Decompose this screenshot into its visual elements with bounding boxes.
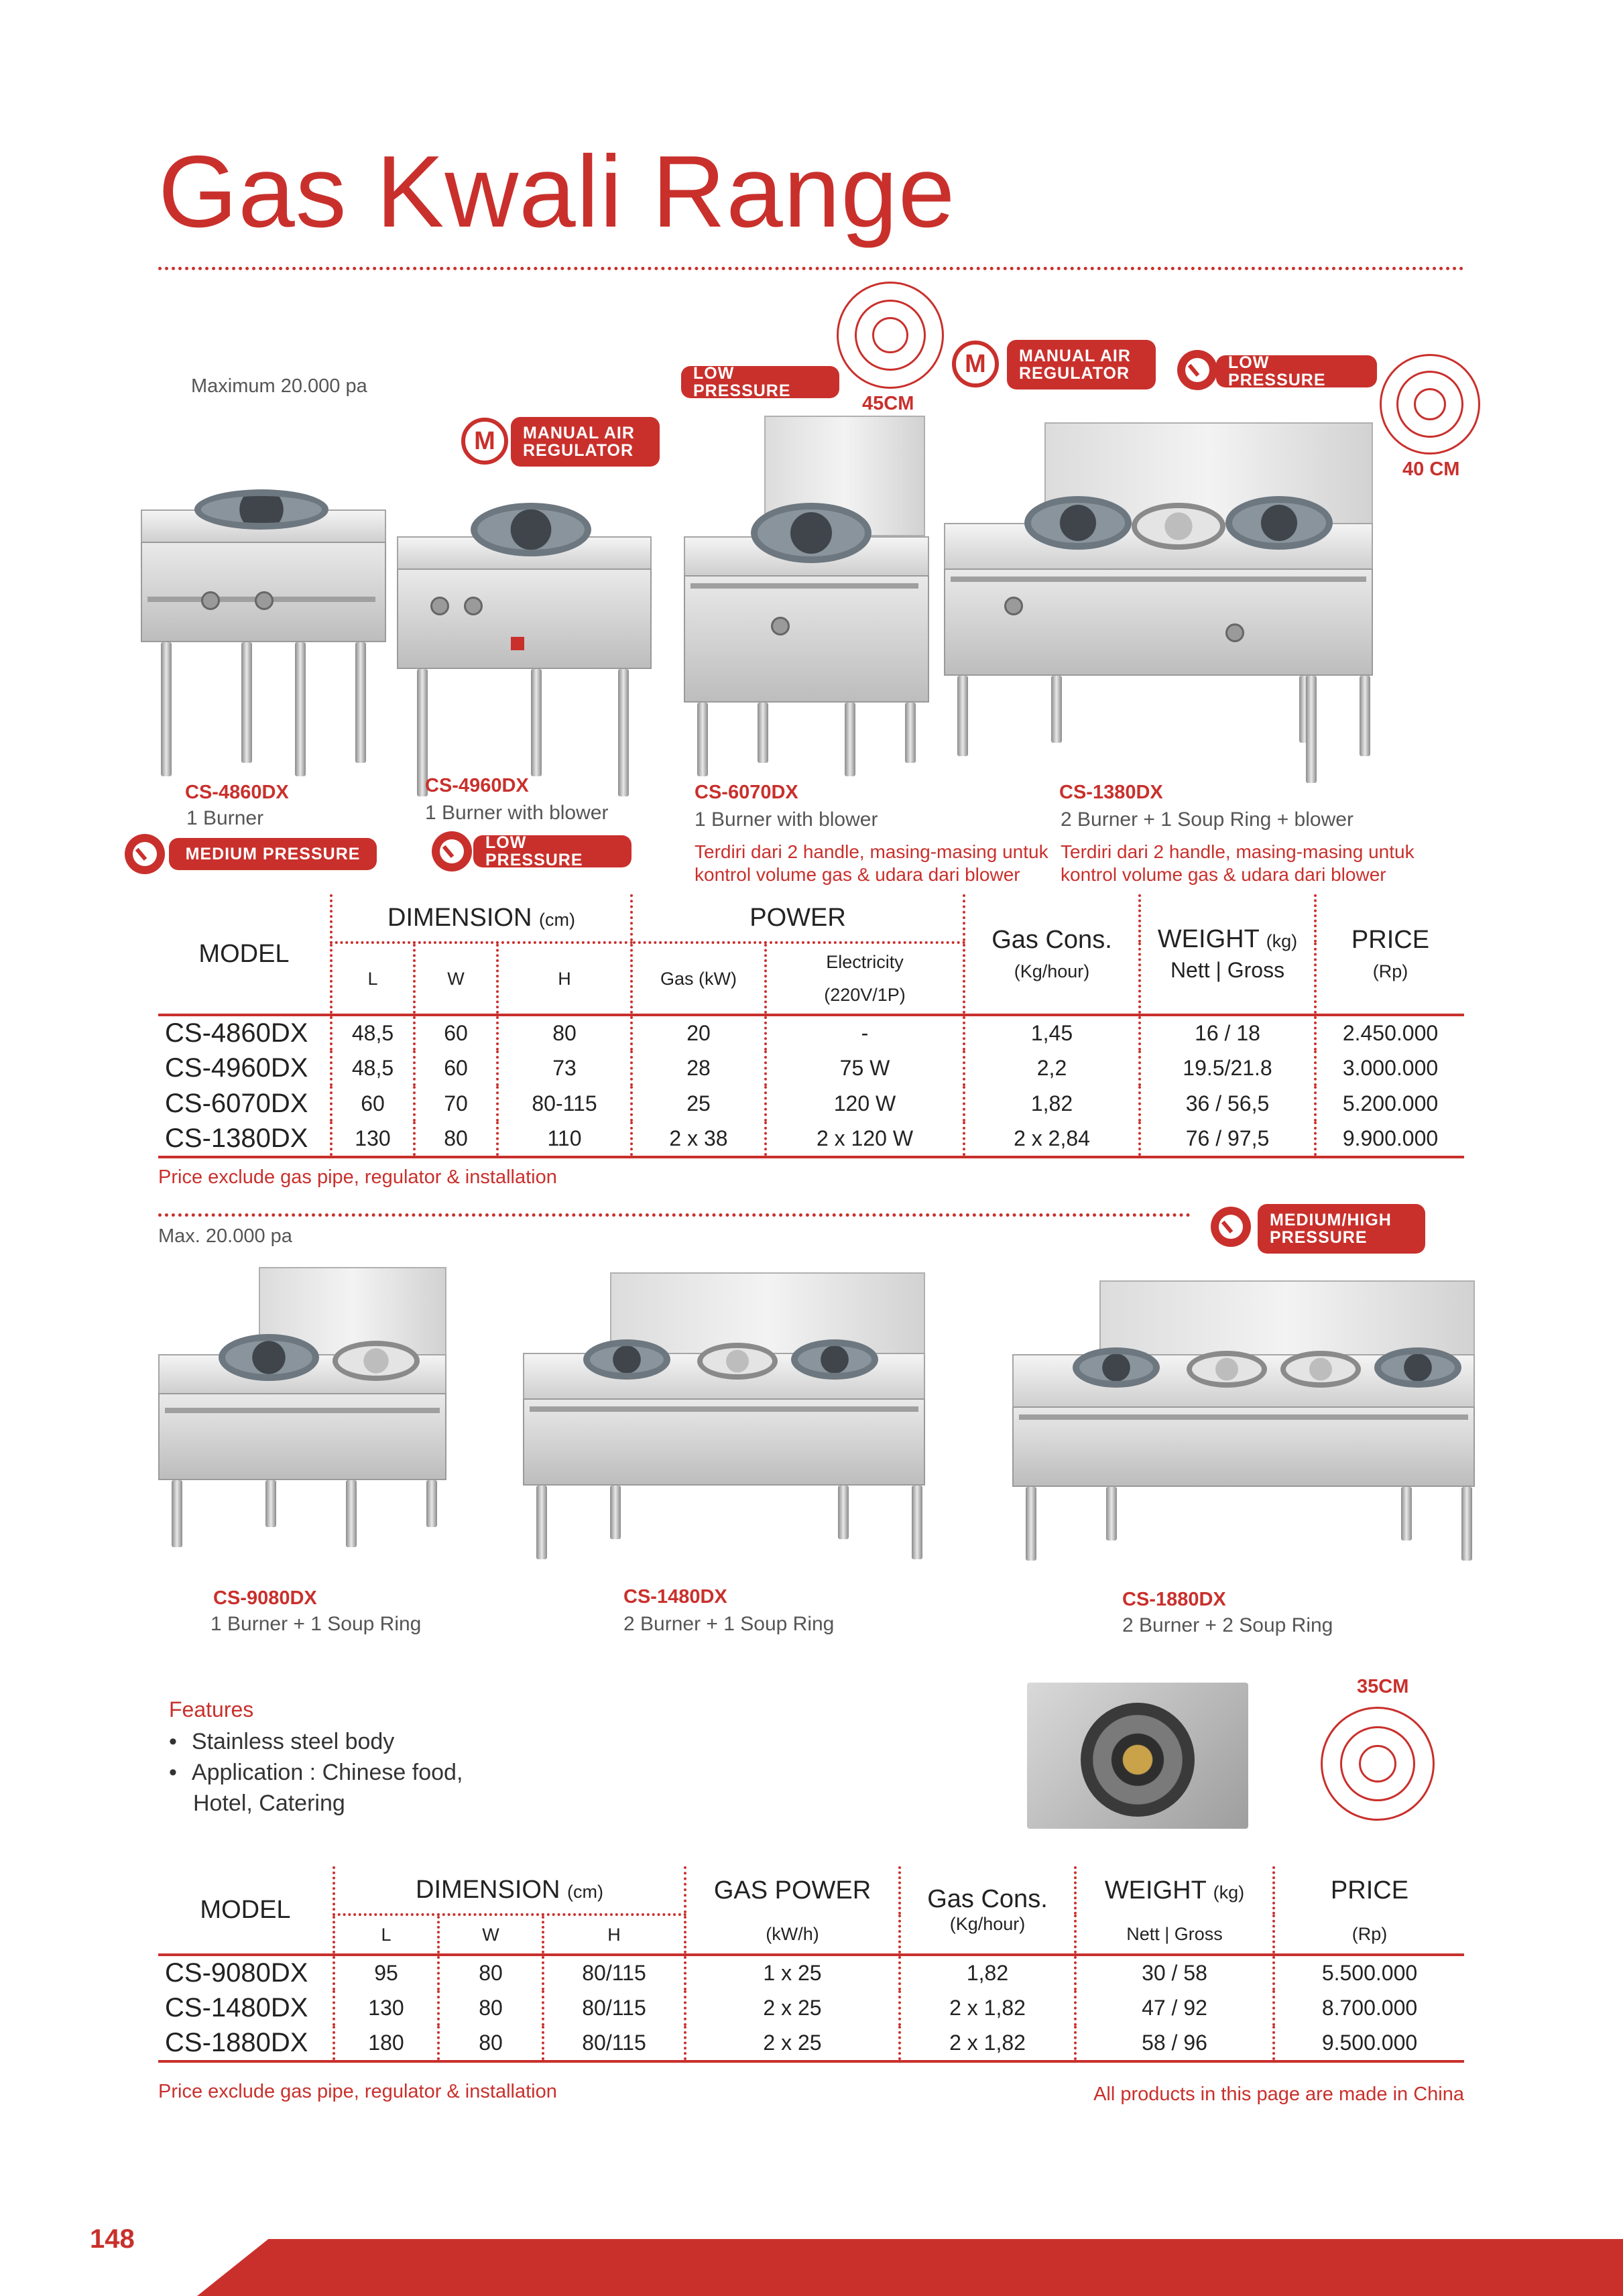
cell-price: 5.200.000 xyxy=(1315,1086,1464,1122)
cell-model: CS-9080DX xyxy=(165,1958,308,1988)
product-code-cs1880dx: CS-1880DX xyxy=(1122,1589,1226,1610)
th2-h: H xyxy=(543,1915,685,1955)
pressure-gauge-icon-medium-high xyxy=(1211,1207,1251,1247)
table2-footnote: Price exclude gas pipe, regulator & installation xyxy=(158,2081,557,2102)
medium-pressure-badge: MEDIUM PRESSURE xyxy=(169,838,377,870)
dim-45-label: 45CM xyxy=(862,393,914,414)
product-desc-cs1480dx: 2 Burner + 1 Soup Ring xyxy=(623,1613,835,1635)
th-h: H xyxy=(497,943,632,1015)
dim-35-label: 35CM xyxy=(1357,1676,1409,1697)
table-row xyxy=(158,1086,1464,1122)
spec-table-2 xyxy=(158,1866,1464,2063)
cell-l: 180 xyxy=(334,2026,438,2061)
cell-power: 1 x 25 xyxy=(685,1955,900,1990)
th2-model: MODEL xyxy=(158,1866,334,1955)
cell-gas: 2 x 38 xyxy=(632,1122,766,1157)
cell-weight: 19.5/21.8 xyxy=(1140,1050,1315,1086)
cell-weight: 30 / 58 xyxy=(1075,1955,1274,1990)
th2-w: W xyxy=(438,1915,543,1955)
cell-model: CS-1480DX xyxy=(165,1993,308,2022)
cell-model: CS-4860DX xyxy=(165,1018,308,1048)
table-row xyxy=(158,1955,1464,1990)
cell-cons: 2,2 xyxy=(964,1050,1140,1086)
product-note-cs6070dx: Terdiri dari 2 handle, masing-masing untuk kontrol volume gas & udara dari blower xyxy=(695,841,1048,885)
cell-l: 48,5 xyxy=(331,1050,414,1086)
cell-model: CS-4960DX xyxy=(165,1053,308,1083)
features-list xyxy=(169,1727,463,1819)
cell-h: 80 xyxy=(497,1015,632,1050)
cell-elec: - xyxy=(766,1015,964,1050)
table-row xyxy=(158,1990,1464,2026)
cell-h: 80/115 xyxy=(543,1955,685,1990)
cell-h: 80-115 xyxy=(497,1086,632,1122)
th2-dimension: DIMENSION (cm) xyxy=(334,1866,685,1915)
page-title: Gas Kwali Range xyxy=(158,135,956,249)
product-code-cs9080dx: CS-9080DX xyxy=(213,1587,317,1609)
manual-air-badge-2: MANUAL AIR REGULATOR xyxy=(1007,340,1156,389)
product-code-cs1480dx: CS-1480DX xyxy=(623,1586,727,1608)
product-code-cs4860dx: CS-4860DX xyxy=(185,782,289,803)
table-row xyxy=(158,1050,1464,1086)
product-image-cs1480dx xyxy=(523,1272,932,1574)
cell-gas: 20 xyxy=(632,1015,766,1050)
cell-l: 130 xyxy=(331,1122,414,1157)
feature-item: • Application : Chinese food, xyxy=(169,1758,463,1789)
table-row xyxy=(158,1015,1464,1050)
cell-h: 110 xyxy=(497,1122,632,1157)
cell-w: 70 xyxy=(414,1086,497,1122)
cell-cons: 1,82 xyxy=(900,1955,1075,1990)
manual-air-badge-1: MANUAL AIR REGULATOR xyxy=(511,417,660,467)
th2-gas-cons: Gas Cons. (Kg/hour) xyxy=(900,1866,1075,1955)
th-weight: WEIGHT (kg) Nett | Gross xyxy=(1140,894,1315,1015)
th2-nett-gross: Nett | Gross xyxy=(1075,1915,1274,1955)
burner-closeup-image xyxy=(1027,1683,1248,1829)
cell-weight: 76 / 97,5 xyxy=(1140,1122,1315,1157)
max-pressure-note: Maximum 20.000 pa xyxy=(191,375,367,397)
pressure-gauge-icon-medium xyxy=(125,834,165,874)
table-row xyxy=(158,1122,1464,1157)
table1-footnote: Price exclude gas pipe, regulator & installation xyxy=(158,1166,557,1188)
cell-model: CS-1380DX xyxy=(158,1122,331,1157)
cell-weight: 47 / 92 xyxy=(1075,1990,1274,2026)
dim-40-label: 40 CM xyxy=(1402,459,1460,480)
product-image-cs4960dx xyxy=(397,489,665,798)
cell-price: 2.450.000 xyxy=(1315,1015,1464,1050)
th2-price: PRICE xyxy=(1274,1866,1464,1915)
cell-weight: 36 / 56,5 xyxy=(1140,1086,1315,1122)
burner-diagram-40-icon xyxy=(1380,354,1480,455)
max-pressure-note-2: Max. 20.000 pa xyxy=(158,1225,292,1247)
cell-gas: 25 xyxy=(632,1086,766,1122)
cell-elec: 75 W xyxy=(766,1050,964,1086)
cell-w: 60 xyxy=(414,1050,497,1086)
cell-price: 9.900.000 xyxy=(1315,1122,1464,1157)
cell-l: 48,5 xyxy=(331,1015,414,1050)
cell-h: 80/115 xyxy=(543,2026,685,2061)
feature-item: • Stainless steel body xyxy=(169,1727,463,1758)
cell-cons: 2 x 1,82 xyxy=(900,2026,1075,2061)
cell-w: 80 xyxy=(414,1122,497,1157)
footer-band xyxy=(197,2239,1623,2296)
th2-gas-power: GAS POWER xyxy=(685,1866,900,1915)
product-image-cs1380dx xyxy=(944,422,1380,798)
product-image-cs1880dx xyxy=(1012,1280,1482,1575)
th-dimension: DIMENSION (cm) xyxy=(331,894,632,943)
th-w: W xyxy=(414,943,497,1015)
product-code-cs1380dx: CS-1380DX xyxy=(1059,782,1163,803)
cell-w: 60 xyxy=(414,1015,497,1050)
low-pressure-badge-3: LOW PRESSURE xyxy=(473,835,632,867)
cell-w: 80 xyxy=(438,1955,543,1990)
title-divider xyxy=(158,267,1464,270)
feature-item: Hotel, Catering xyxy=(193,1790,345,1816)
features-title: Features xyxy=(169,1697,254,1721)
manual-air-icon-2: M xyxy=(952,341,999,387)
product-desc-cs6070dx: 1 Burner with blower xyxy=(695,808,878,831)
spec-table-1 xyxy=(158,894,1464,1158)
cell-cons: 2 x 2,84 xyxy=(964,1122,1140,1157)
cell-power: 2 x 25 xyxy=(685,1990,900,2026)
cell-cons: 1,45 xyxy=(964,1015,1140,1050)
cell-power: 2 x 25 xyxy=(685,2026,900,2061)
cell-price: 5.500.000 xyxy=(1274,1955,1464,1990)
cell-weight: 16 / 18 xyxy=(1140,1015,1315,1050)
product-code-cs6070dx: CS-6070DX xyxy=(695,782,798,803)
page-number: 148 xyxy=(90,2224,135,2254)
manual-air-icon: M xyxy=(461,418,508,465)
th-gas-cons: Gas Cons. (Kg/hour) xyxy=(964,894,1140,1015)
burner-diagram-35-icon xyxy=(1321,1707,1435,1821)
cell-price: 8.700.000 xyxy=(1274,1990,1464,2026)
cell-l: 95 xyxy=(334,1955,438,1990)
cell-l: 60 xyxy=(331,1086,414,1122)
cell-h: 80/115 xyxy=(543,1990,685,2026)
cell-cons: 1,82 xyxy=(964,1086,1140,1122)
product-desc-cs1380dx: 2 Burner + 1 Soup Ring + blower xyxy=(1061,808,1354,831)
product-image-cs9080dx xyxy=(158,1254,453,1555)
table-row xyxy=(158,2026,1464,2061)
product-code-cs4960dx: CS-4960DX xyxy=(425,775,529,796)
product-desc-cs1880dx: 2 Burner + 2 Soup Ring xyxy=(1122,1614,1333,1636)
low-pressure-badge-1: LOW PRESSURE xyxy=(681,366,839,398)
origin-note: All products in this page are made in China xyxy=(1093,2083,1464,2105)
cell-model: CS-6070DX xyxy=(165,1089,308,1118)
cell-elec: 120 W xyxy=(766,1086,964,1122)
product-desc-cs4860dx: 1 Burner xyxy=(186,807,264,829)
th2-weight: WEIGHT (kg) xyxy=(1075,1866,1274,1915)
product-image-cs4860dx xyxy=(141,469,389,791)
th2-l: L xyxy=(334,1915,438,1955)
pressure-gauge-icon-low xyxy=(432,831,472,871)
th-power: POWER xyxy=(632,894,964,943)
cell-elec: 2 x 120 W xyxy=(766,1122,964,1157)
cell-h: 73 xyxy=(497,1050,632,1086)
burner-diagram-45-icon xyxy=(837,282,944,389)
th-gas-kw: Gas (kW) xyxy=(632,943,766,1015)
th-model: MODEL xyxy=(158,894,331,1015)
cell-w: 80 xyxy=(438,1990,543,2026)
cell-price: 3.000.000 xyxy=(1315,1050,1464,1086)
th-price: PRICE (Rp) xyxy=(1315,894,1464,1015)
product-note-cs1380dx: Terdiri dari 2 handle, masing-masing untuk kontrol volume gas & udara dari blower xyxy=(1061,841,1415,885)
cell-gas: 28 xyxy=(632,1050,766,1086)
product-desc-cs9080dx: 1 Burner + 1 Soup Ring xyxy=(211,1613,422,1635)
cell-weight: 58 / 96 xyxy=(1075,2026,1274,2061)
th2-gas-power-unit: (kW/h) xyxy=(685,1915,900,1955)
pressure-gauge-icon xyxy=(1177,350,1217,390)
cell-w: 80 xyxy=(438,2026,543,2061)
cell-cons: 2 x 1,82 xyxy=(900,1990,1075,2026)
cell-price: 9.500.000 xyxy=(1274,2026,1464,2061)
th-electricity: Electricity (220V/1P) xyxy=(766,943,964,1015)
section-divider xyxy=(158,1213,1191,1217)
cell-l: 130 xyxy=(334,1990,438,2026)
cell-model: CS-1880DX xyxy=(158,2026,334,2061)
product-desc-cs4960dx: 1 Burner with blower xyxy=(425,802,609,824)
low-pressure-badge-2: LOW PRESSURE xyxy=(1216,355,1377,387)
medium-high-pressure-badge: MEDIUM/HIGH PRESSURE xyxy=(1258,1204,1425,1254)
th-l: L xyxy=(331,943,414,1015)
product-image-cs6070dx xyxy=(684,416,932,791)
th2-price-unit: (Rp) xyxy=(1274,1915,1464,1955)
